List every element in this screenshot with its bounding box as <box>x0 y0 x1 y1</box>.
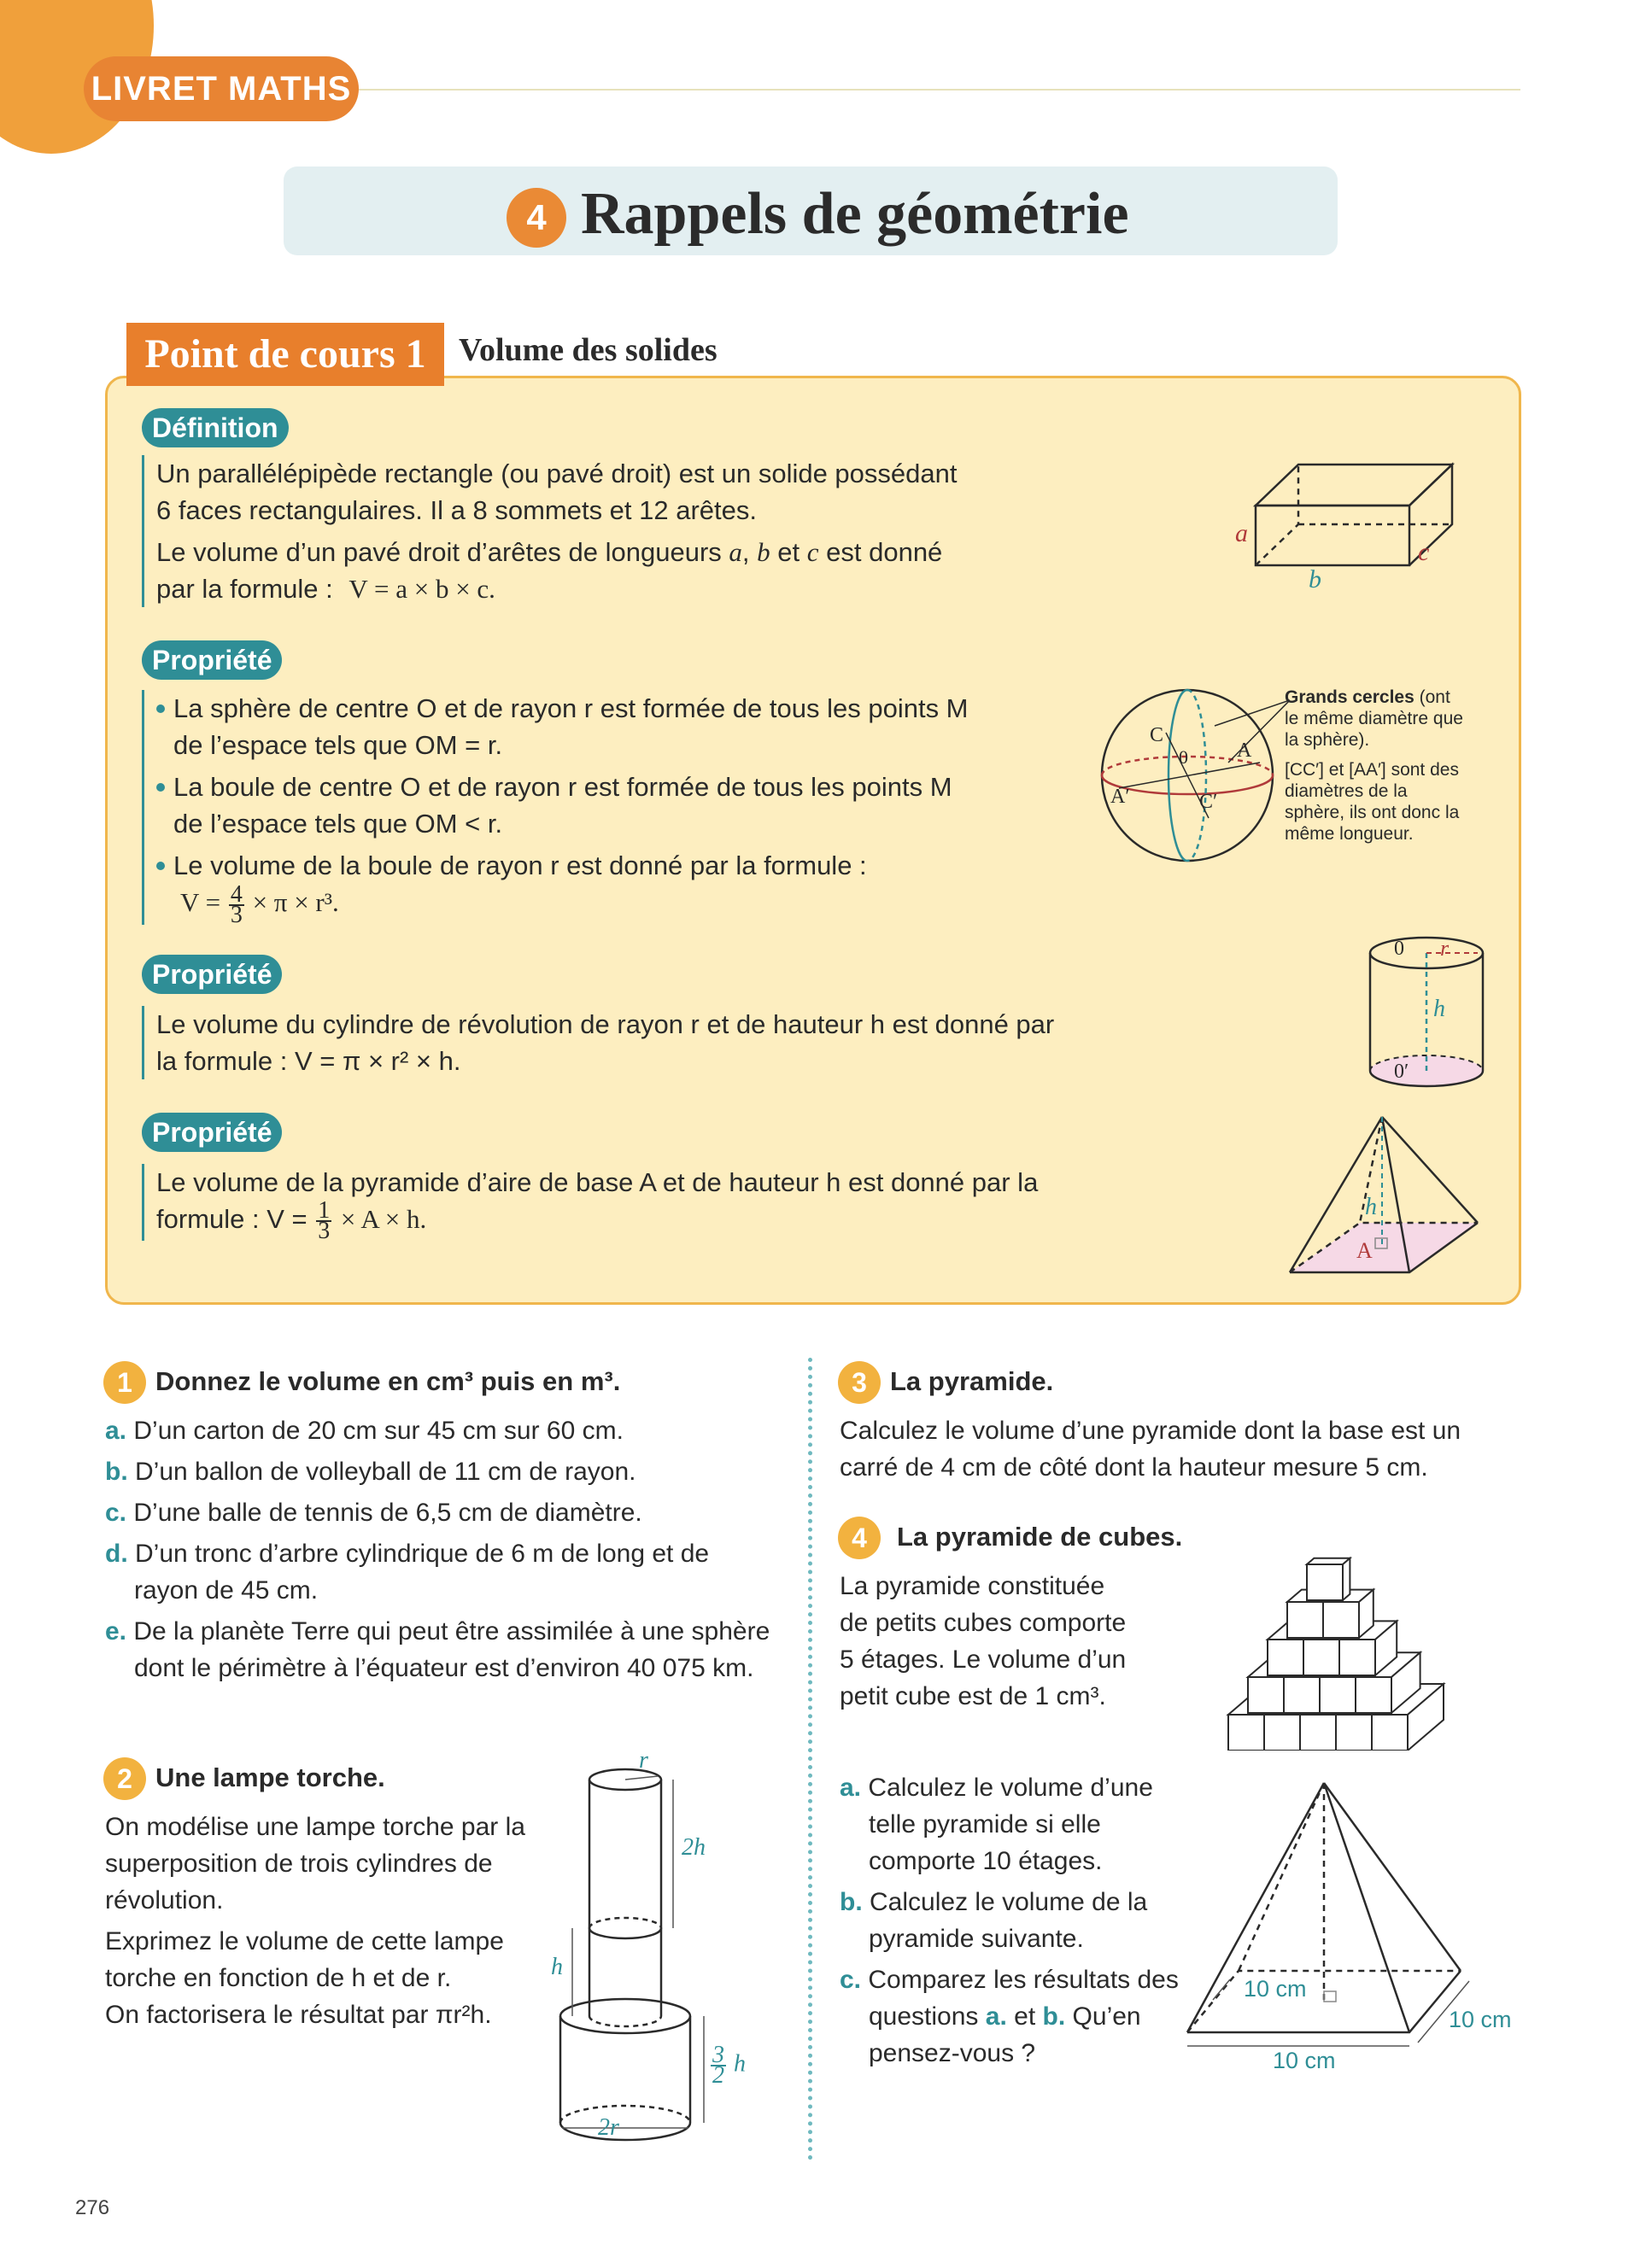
box-figure <box>1213 444 1486 606</box>
lamp-fraction: $\frac{3}{2}$ <box>712 2042 724 2089</box>
sphere-bullet <box>156 690 1079 763</box>
exercise-1-number: 1 <box>103 1361 146 1404</box>
sphere-point-o: 0 <box>1179 746 1188 768</box>
course-tab: Point de cours 1 <box>126 323 444 386</box>
pyramid-line-2-a: formule : V = <box>156 1204 308 1234</box>
cube <box>1356 1677 1391 1713</box>
exercise-4-item-b: b. Calculez le volume de la pyramide suivante. <box>840 1888 1148 1953</box>
ball-volume-v: V = <box>180 887 221 917</box>
exercise-3-number: 3 <box>838 1361 881 1404</box>
sphere-note-1: (ont le même diamètre que la sphère). <box>1285 687 1463 750</box>
property-3-badge: Propriété <box>142 1113 282 1152</box>
exercise-2-p1: On modélise une lampe torche par la superposition de trois cylindres de révolution. <box>105 1813 525 1914</box>
ball-volume-rest: × π × r³. <box>252 887 339 917</box>
exercise-1-item-b: b. D’un ballon de volleyball de 11 cm de rayon. <box>105 1458 636 1486</box>
lamp-h: h <box>551 1954 563 1980</box>
cube <box>1372 1715 1408 1751</box>
lamp-r: r <box>639 1747 648 1774</box>
ball-volume-bullet <box>156 847 1079 928</box>
cube <box>1300 1715 1336 1751</box>
ball-line-1: La boule de centre O et de rayon r est formée de tous les points M <box>173 772 952 802</box>
definition-block <box>142 455 1181 607</box>
sphere-point-c-prime: C′ <box>1199 791 1218 813</box>
pyramid-line-2 <box>156 1196 1181 1244</box>
cube <box>1284 1677 1320 1713</box>
exercise-4-intro-l4: petit cube est de 1 cm³. <box>840 1682 1106 1710</box>
exercise-1-item-e: e. De la planète Terre qui peut être assimilée à une sphère dont le périmètre à l’équateur est d’environ 40 075 km. <box>105 1617 770 1682</box>
exercise-1-item-c: c. D’une balle de tennis de 6,5 cm de diamètre. <box>105 1499 642 1527</box>
var-b: b <box>757 537 770 567</box>
pyramid-h: h <box>1365 1194 1377 1220</box>
cube <box>1268 1640 1303 1675</box>
cylinder-line-2: la formule : V = π × r² × h. <box>156 1046 461 1076</box>
pyramid-line-1: Le volume de la pyramide d’aire de base A et de hauteur h est donné par la <box>156 1167 1039 1197</box>
pyramid-figure <box>1281 1110 1495 1281</box>
exercise-1-title: Donnez le volume en cm³ puis en m³. <box>155 1366 621 1396</box>
sphere-point-a: A <box>1237 739 1252 762</box>
cube <box>1303 1640 1339 1675</box>
sphere-line-1: La sphère de centre O et de rayon r est formée de tous les points M <box>173 693 969 723</box>
cylinder-line-1: Le volume du cylindre de révolution de rayon r et de hauteur h est donné par <box>156 1009 1055 1039</box>
definition-line-4 <box>156 570 1181 607</box>
box-label-c: c <box>1418 538 1430 566</box>
big-pyramid-dim-2: 10 cm <box>1273 2048 1336 2073</box>
sphere-note <box>1285 687 1464 845</box>
cube <box>1339 1640 1375 1675</box>
definition-line-3-text: Le volume d’un pavé droit d’arêtes de longueurs <box>156 537 722 567</box>
exercise-2-number: 2 <box>103 1757 146 1800</box>
exercise-3-title: La pyramide. <box>890 1366 1054 1396</box>
sphere-point-a-prime: A′ <box>1110 786 1130 808</box>
exercise-4-intro-l2: de petits cubes comporte <box>840 1609 1127 1637</box>
lamp-figure <box>547 1764 769 2157</box>
ball-line-2: de l’espace tels que OM < r. <box>173 809 503 839</box>
cube <box>1307 1564 1343 1600</box>
exercise-4-title: La pyramide de cubes. <box>897 1522 1183 1552</box>
cube-pyramid-figure <box>1221 1511 1495 1751</box>
sphere-note-bold: Grands cercles <box>1285 687 1414 707</box>
lamp-2r: 2r <box>598 2114 619 2141</box>
ball-volume-den: 3 <box>230 901 243 928</box>
exercise-3-text: Calculez le volume d’une pyramide dont la base est un carré de 4 cm de côté dont la hauteur mesure 5 cm. <box>840 1417 1461 1482</box>
exercise-2-p2-l2: torche en fonction de h et de r. <box>105 1964 452 1992</box>
lamp-3-2-h: $\frac{3}{2}$ h <box>712 2042 746 2089</box>
sphere-point-c: C <box>1150 724 1164 746</box>
big-pyramid-dim-1: 10 cm <box>1244 1976 1307 2002</box>
definition-line-1: Un parallélépipède rectangle (ou pavé droit) est un solide possédant <box>156 459 958 488</box>
cube <box>1248 1677 1284 1713</box>
definition-line-3-end: est donné <box>826 537 943 567</box>
exercise-2-title: Une lampe torche. <box>155 1762 385 1792</box>
definition-formula: V = a × b × c. <box>348 574 495 604</box>
definition-line-3: Le volume d’un pavé droit d’arêtes de longueurs a, b et c est donné <box>156 537 943 567</box>
livret-maths-label: LIVRET MATHS <box>84 56 359 121</box>
property-1-badge: Propriété <box>142 640 282 680</box>
property-2-block <box>142 1006 1181 1079</box>
var-a: a <box>729 537 742 567</box>
cube <box>1264 1715 1300 1751</box>
cube <box>1336 1715 1372 1751</box>
ball-volume-fraction <box>229 880 244 928</box>
pyramid-num: 1 <box>318 1196 331 1224</box>
sphere-line-2: de l’espace tels que OM = r. <box>173 730 503 760</box>
sphere-figure <box>1085 681 1290 869</box>
definition-line-4-text: par la formule : <box>156 574 333 604</box>
exercise-4-items <box>840 1769 1198 2072</box>
page-number: 276 <box>75 2196 110 2219</box>
definition-badge: Définition <box>142 408 289 447</box>
cylinder-figure <box>1358 936 1495 1098</box>
exercise-4-intro <box>840 1568 1181 1715</box>
property-2-badge: Propriété <box>142 955 282 994</box>
big-pyramid-dim-3: 10 cm <box>1449 2007 1512 2032</box>
chapter-title: Rappels de géométrie <box>581 181 1129 247</box>
exercise-1-item-a: a. D’un carton de 20 cm sur 45 cm sur 60 cm. <box>105 1417 624 1445</box>
definition-line-2: 6 faces rectangulaires. Il a 8 sommets et 12 arêtes. <box>156 495 758 525</box>
definition-and: et <box>777 537 800 567</box>
pyramid-fraction <box>316 1196 331 1244</box>
pyramid-line-2-b: × A × h. <box>340 1204 427 1234</box>
exercise-2-p2-l1: Exprimez le volume de cette lampe <box>105 1927 504 1955</box>
cylinder-h: h <box>1433 996 1445 1022</box>
cube <box>1323 1602 1359 1638</box>
exercise-4-intro-l1: La pyramide constituée <box>840 1572 1105 1600</box>
chapter-number-badge: 4 <box>507 188 566 248</box>
ball-volume-line-1: Le volume de la boule de rayon r est donné par la formule : <box>173 850 867 880</box>
cube <box>1320 1677 1356 1713</box>
course-subtitle: Volume des solides <box>459 332 718 368</box>
exercise-4-number: 4 <box>838 1517 881 1559</box>
column-divider <box>808 1358 812 2160</box>
sphere-note-2: [CC′] et [AA′] sont des diamètres de la sphère, ils ont donc la même longueur. <box>1285 760 1460 844</box>
cylinder-r: r <box>1440 936 1450 961</box>
lamp-2h: 2h <box>682 1834 706 1861</box>
exercise-1-items <box>105 1412 771 1686</box>
cylinder-o: 0 <box>1394 938 1404 960</box>
cube <box>1287 1602 1323 1638</box>
cylinder-o-prime: 0′ <box>1394 1061 1409 1083</box>
var-c: c <box>806 537 819 567</box>
exercise-1-item-d: d. D’un tronc d’arbre cylindrique de 6 m de long et de rayon de 45 cm. <box>105 1540 710 1605</box>
cube-floor-side <box>1343 1558 1350 1600</box>
box-label-a: a <box>1235 519 1248 547</box>
exercise-4-item-a: a. Calculez le volume d’une telle pyramide si elle comporte 10 étages. <box>840 1774 1153 1875</box>
exercise-2-text <box>105 1809 541 2033</box>
property-3-block <box>142 1164 1181 1244</box>
ball-volume-formula <box>173 880 1079 928</box>
ball-volume-num: 4 <box>230 880 243 908</box>
pyramid-a: A <box>1356 1238 1373 1263</box>
box-label-b: b <box>1309 565 1321 593</box>
exercise-4-intro-l3: 5 étages. Le volume d’un <box>840 1645 1127 1674</box>
property-1-block <box>142 690 1079 928</box>
pyramid-den: 3 <box>318 1217 331 1244</box>
cube <box>1228 1715 1264 1751</box>
exercise-4-item-c: c. Comparez les résultats des questions a. et b. Qu’en pensez-vous ? <box>840 1966 1179 2067</box>
ball-bullet <box>156 769 1079 842</box>
exercise-2-p2-l3: On factorisera le résultat par πr²h. <box>105 2001 492 2029</box>
header-rule <box>359 89 1520 91</box>
